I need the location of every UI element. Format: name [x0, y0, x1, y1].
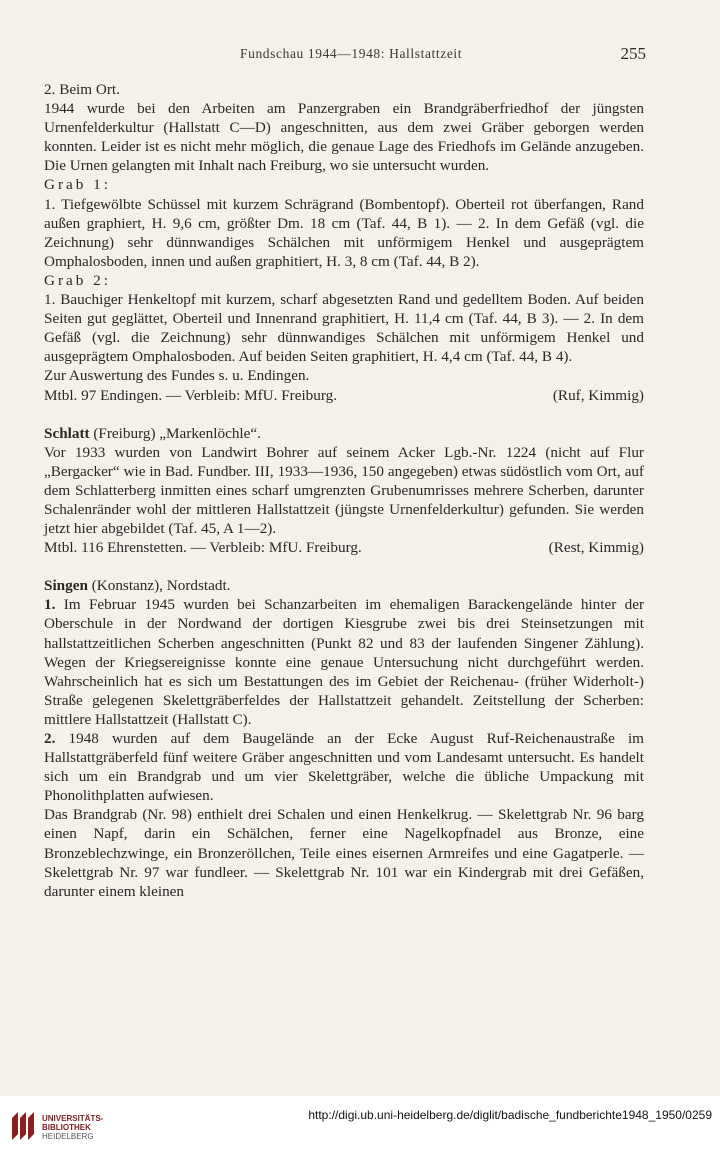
- item-number-2: 2.: [44, 730, 56, 747]
- section-heading-beim-ort: 2. Beim Ort.: [44, 81, 120, 98]
- reference-right: (Rest, Kimmig): [548, 539, 644, 557]
- schlatt-heading: [44, 424, 644, 443]
- running-head: Fundschau 1944—1948: Hallstattzeit: [240, 46, 463, 61]
- logo-line-1: UNIVERSITÄTS-: [42, 1114, 104, 1123]
- page-number: 255: [620, 44, 646, 63]
- logo-text: [42, 1114, 103, 1141]
- item-number-1: 1.: [44, 596, 56, 614]
- grab-1-heading: Grab 1:: [44, 176, 111, 194]
- university-library-logo[interactable]: [8, 1108, 118, 1144]
- singen-heading-rest: (Konstanz), Nordstadt.: [87, 577, 231, 595]
- source-url-link[interactable]: http://digi.ub.uni-heidelberg.de/diglit/badische_fundberichte1948_1950/0259: [308, 1108, 712, 1122]
- spacer: [44, 557, 644, 576]
- page-body: [44, 80, 644, 901]
- reference-line-ehrenstetten: [44, 538, 644, 557]
- place-name-singen: Singen: [44, 577, 88, 595]
- place-name-schlatt: Schlatt: [44, 424, 90, 442]
- grab-1-description: 1. Tiefgewölbte Schüssel mit kurzem Schrägrand (Bombentopf). Oberteil rot überfangen, Rand außen graphiert, H. 9,6 cm, größter Dm. 18 cm (Taf. 44, B 1). — 2. In dem Gefäß (vgl. die Zeichnung) sehr dünnwandiges Schälchen mit unförmigem Henkel und ausgeprägtem Omphalosboden, innen und außen graphitiert, H. 3, 8 cm (Taf. 44, B 2).: [44, 195, 644, 270]
- schlatt-heading-rest: (Freiburg) „Markenlöchle“.: [89, 424, 261, 442]
- library-logo-icon: [8, 1108, 38, 1144]
- page-header: [0, 44, 720, 64]
- schlatt-description: Vor 1933 wurden von Landwirt Bohrer auf seinem Acker Lgb.-Nr. 1224 (nicht auf Flur „Bergacker“ wie in Bad. Fundber. III, 1933—1936, 150 angegeben) etwas südöstlich vom Ort, auf dem Schlatterberg inmitten eines scharf umgrenzten Grubenumrisses mehrere Scherben, darunter Schalenränder wohl der mittleren Hallstattzeit (jüngste Urnenfelderkultur) gefunden. Sie werden jetzt hier abgebildet (Taf. 45, A 1—2).: [44, 443, 644, 538]
- reference-right: (Ruf, Kimmig): [552, 386, 644, 404]
- reference-line-endingen: [44, 386, 644, 405]
- singen-paragraph-2-text: 1948 wurden auf dem Baugelände an der Ecke August Ruf-Reichenaustraße im Hallstattgräberfeld fünf weitere Gräber angeschnitten und vom Landesamt untersucht. Es handelt sich um ein Brandgrab und um vier Skelettgräber, welche die übliche Umpackung mit Phonolithplatten aufwiesen.: [44, 730, 644, 805]
- spacer: [44, 405, 644, 424]
- reference-left: Mtbl. 97 Endingen. — Verbleib: MfU. Freiburg.: [44, 386, 338, 404]
- grab-2-description: 1. Bauchiger Henkeltopf mit kurzem, scharf abgesetzten Rand und gedelltem Boden. Auf beiden Seiten gut geglättet, Oberteil und Innenrand graphitiert, H. 11,4 cm (Taf. 44, B 3). — 2. In dem Gefäß (vgl. die Zeichnung) sehr dünnwandiges Schälchen mit unförmigem Henkel und ausgeprägtem Omphalosboden. Auf beiden Seiten graphitiert, H. 4,4 cm (Taf. 44, B 4).: [44, 291, 644, 366]
- footer: [0, 1096, 720, 1156]
- paragraph-1944: 1944 wurde bei den Arbeiten am Panzergraben ein Brandgräberfriedhof der jüngsten Urnenfelderkultur (Hallstatt C—D) angeschnitten, aus dem zwei Gräber geborgen werden konnten. Leider ist es nicht mehr möglich, die genaue Lage des Friedhofs im Gelände anzugeben. Die Urnen gelangten mit Inhalt nach Freiburg, wo sie untersucht wurden.: [44, 100, 644, 175]
- logo-line-3: HEIDELBERG: [42, 1132, 94, 1141]
- paragraph-auswertung: Zur Auswertung des Fundes s. u. Endingen.: [44, 367, 310, 385]
- grab-2-heading: Grab 2:: [44, 271, 111, 289]
- logo-line-2: BIBLIOTHEK: [42, 1123, 91, 1132]
- singen-paragraph-2: [44, 729, 644, 805]
- singen-paragraph-3: Das Brandgrab (Nr. 98) enthielt drei Schalen und einen Henkelkrug. — Skelettgrab Nr. 96 barg einen Napf, darin ein Schälchen, ferner eine Nagelkopfnadel aus Bronze, eine Bronzeblechzwinge, ein Bronzeröllchen, Teile eines eisernen Armreifes und eine Gagatperle. — Skelettgrab Nr. 97 war fundleer. — Skelettgrab Nr. 101 war ein Kindergrab mit drei Gefäßen, darunter einem kleinen: [44, 806, 644, 900]
- singen-paragraph-1: [44, 595, 644, 729]
- singen-heading: [44, 576, 644, 595]
- reference-left: Mtbl. 116 Ehrenstetten. — Verbleib: MfU. Freiburg.: [44, 539, 362, 557]
- singen-paragraph-1-text: Im Februar 1945 wurden bei Schanzarbeiten im ehemaligen Barackengelände hinter der Oberschule in der Nordwand der dortigen Kiesgrube zwei bis drei Steinsetzungen mit hallstattzeitlichen Scherben angeschnitten (Punkt 82 und 83 der laufenden Singener Zählung). Wegen der Kriegsereignisse konnte eine genaue Untersuchung nicht durchgeführt werden. Wahrscheinlich hat es sich um Bestattungen des im Gebiet der Reichenau- (früher Widerholt-) Straße gelegenen Skelettgräberfeldes der Hallstattzeit gehandelt. Zeitstellung der Scherben: mittlere Hallstattzeit (Hallstatt C).: [44, 596, 644, 728]
